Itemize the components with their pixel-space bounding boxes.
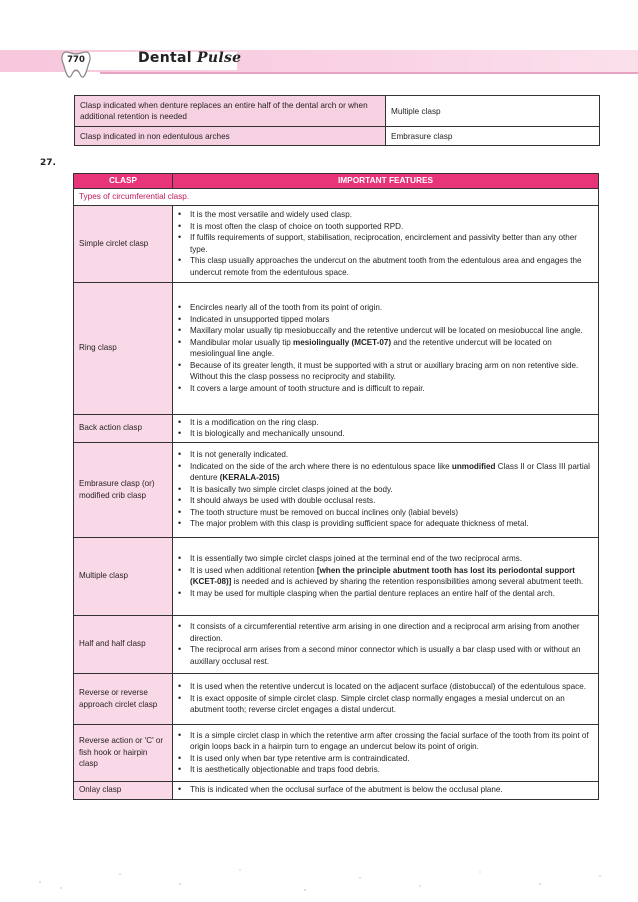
feature-list [178,553,593,599]
highlight-text: (KERALA-2015) [219,473,280,483]
page-number: 770 [67,55,85,65]
feature-item: • It is exact opposite of simple circlet clasp. Simple circlet clasp normally engages a mesial undercut on an abutment tooth; reverse circlet engages a distal undercut. [190,693,593,716]
feature-item: • Indicated in unsupported tipped molars [190,314,593,326]
feature-item: • It is a simple circlet clasp in which the retentive arm after crossing the facial surface of the tooth from its point of origin loops back in a hairpin turn to engage an undercut below its point of origin. [190,730,593,753]
feature-item: • It is the most versatile and widely used clasp. [190,209,593,221]
table-row [74,673,599,724]
clasp-name: Reverse or reverse approach circlet clasp [74,673,173,724]
highlight-text: mesiolingually (MCET-07) [293,337,392,347]
column-header-features: IMPORTANT FEATURES [173,174,599,189]
table-header-row [74,174,599,189]
table-row [74,615,599,673]
book-title-main: Dental [138,50,192,66]
feature-list [178,302,593,394]
book-title [138,50,241,66]
feature-item: • The reciprocal arm arises from a second minor connector which is usually a bar clasp used with or without an auxillary occlusal rest. [190,644,593,667]
feature-item: • If fulfils requirements of support, stabilisation, reciprocation, encirclement and passivity better than any other type. [190,232,593,255]
table-row [74,282,599,414]
feature-item: • Encircles nearly all of the tooth from its point of origin. [190,302,593,314]
clasp-features [173,205,599,282]
feature-item: • It is essentially two simple circlet clasps joined at the terminal end of the two reciprocal arms. [190,553,593,565]
clasp-name: Half and half clasp [74,615,173,673]
clasp-name: Back action clasp [74,414,173,442]
feature-item: • This clasp usually approaches the undercut on the abutment tooth from the edentulous area and engages the undercut remote from the edentulous space. [190,255,593,278]
clasp-features [173,781,599,799]
feature-list [178,209,593,278]
section-title-row [74,189,599,206]
clasp-features [173,673,599,724]
clasp-name: Ring clasp [74,282,173,414]
clasp-name: Onlay clasp [74,781,173,799]
table-row [74,414,599,442]
feature-text: Indicated on the side of the arch where there is no edentulous space like [190,461,452,471]
feature-item: • Because of its greater length, it must be supported with a strut or auxillary bracing arm on non retentive side. Without this the clasp possess no reciprocity and stability. [190,360,593,383]
feature-text: and the retentive undercut will be located on mesiolingual line angle. [190,337,552,358]
clasp-features [173,615,599,673]
feature-item: • It may be used for multiple clasping when the partial denture replaces an entire half of the dental arch. [190,588,593,600]
feature-item: • It is used when the retentive undercut is located on the adjacent surface (distobuccal) of the edentulous space. [190,681,593,693]
feature-list [178,621,593,667]
feature-item: • The major problem with this clasp is providing sufficient space for adequate thickness of metal. [190,518,593,530]
clasp-name: Embrasure clasp (or) modified crib clasp [74,442,173,537]
table-cell: Clasp indicated in non edentulous arches [75,127,386,146]
feature-text: It is used when additional retention [190,565,317,575]
clasp-features [173,442,599,537]
scan-noise [0,860,638,900]
feature-list [178,681,593,716]
feature-text: is needed and is achieved by sharing the retention responsibilities among several abutment teeth. [231,577,584,586]
highlight-text: [when the principle abutment tooth has lost its periodontal support (KCET-08)] [190,565,575,586]
clasp-features [173,282,599,414]
feature-item: • It is biologically and mechanically unsound. [190,428,593,440]
highlight-text: unmodified [451,461,496,471]
clasp-features [173,414,599,442]
feature-item: • The tooth structure must be removed on buccal inclines only (labial bevels) [190,507,593,519]
feature-item: • It is not generally indicated. [190,449,593,461]
feature-list [178,417,593,440]
feature-item [190,461,593,484]
table-row [74,537,599,615]
feature-text: Mandibular molar usually tip [190,337,294,347]
tooth-icon [58,46,94,80]
feature-item [190,565,593,588]
question-number: 27. [40,158,56,168]
book-title-script: Pulse [197,50,242,66]
feature-item: • It should always be used with double occlusal rests. [190,495,593,507]
previous-question-table [74,95,600,146]
feature-item [190,337,593,360]
clasp-name: Reverse action or 'C' or fish hook or hairpin clasp [74,724,173,781]
feature-list [178,784,593,796]
table-cell: Embrasure clasp [386,127,600,146]
table-row [74,724,599,781]
feature-item: • It is basically two simple circlet clasps joined at the body. [190,484,593,496]
feature-item: • It is most often the clasp of choice on tooth supported RPD. [190,221,593,233]
feature-text: Class II or Class III partial denture [190,461,590,483]
table-cell: Clasp indicated when denture replaces an entire half of the dental arch or when additional retention is needed [75,96,386,127]
feature-item: • It covers a large amount of tooth structure and is difficult to repair. [190,383,593,395]
table-row [74,781,599,799]
header-rule [100,72,638,74]
feature-item: • It consists of a circumferential retentive arm arising in one direction and a reciprocal arm arising from another direction. [190,621,593,644]
clasp-features [173,537,599,615]
clasp-name: Simple circlet clasp [74,205,173,282]
clasp-features [173,724,599,781]
section-title: Types of circumferential clasp. [74,189,599,206]
feature-item: • It is a modification on the ring clasp. [190,417,593,429]
feature-item: • It is used only when bar type retentive arm is contraindicated. [190,753,593,765]
clasp-features-table [73,173,599,800]
feature-item: • Maxillary molar usually tip mesiobuccally and the retentive undercut will be located on mesiobuccal line angle. [190,325,593,337]
column-header-clasp: CLASP [74,174,173,189]
clasp-name: Multiple clasp [74,537,173,615]
table-cell: Multiple clasp [386,96,600,127]
table-row [75,96,600,127]
table-row [74,205,599,282]
feature-list [178,730,593,776]
feature-item: • This is indicated when the occlusal surface of the abutment is below the occlusal plane. [190,784,593,796]
table-row [74,442,599,537]
feature-list [178,449,593,530]
feature-item: • It is aesthetically objectionable and traps food debris. [190,764,593,776]
table-row [75,127,600,146]
